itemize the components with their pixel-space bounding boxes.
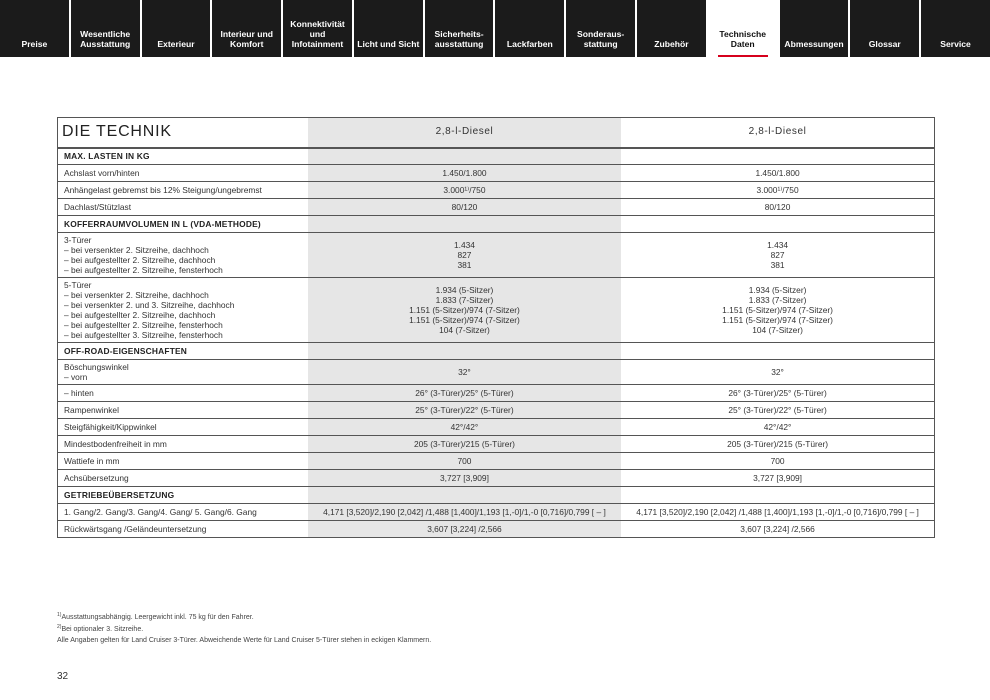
nav-tab-label: Wesentliche Ausstattung [80,29,131,49]
nav-tab-lackfarben[interactable] [495,0,564,57]
section-title: OFF-ROAD-EIGENSCHAFTEN [58,343,308,360]
nav-tab-label: Sonderaus- stattung [577,29,625,49]
table-row [58,233,935,278]
technical-data-table [57,117,935,538]
section-row [58,148,935,165]
nav-tab-label: Service [940,39,971,49]
empty-cell [621,216,934,233]
nav-tab-label: Zubehör [654,39,689,49]
section-row [58,343,935,360]
row-value-2: 42°/42° [621,419,934,436]
table-title: DIE TECHNIK [58,118,308,148]
column-header-1: 2,8-l-Diesel [308,118,621,148]
row-value-1: 205 (3-Türer)/215 (5-Türer) [308,436,621,453]
table-row [58,436,935,453]
table-row [58,360,935,385]
nav-tab-label: Exterieur [157,39,195,49]
nav-tab-wesentliche-ausstattung[interactable] [71,0,140,57]
table-row [58,504,935,521]
row-value-1: 3,727 [3,909] [308,470,621,487]
nav-tab-zubehör[interactable] [637,0,706,57]
table-row [58,521,935,538]
nav-tab-label: Konnektivität und Infotainment [290,19,345,49]
empty-cell [308,148,621,165]
table-row [58,470,935,487]
table-row [58,402,935,419]
row-value-2: 4,171 [3,520]/2,190 [2,042] /1,488 [1,400]/1,193 [1,-0]/1,-0 [0,716]/0,799 [ – ] [621,504,934,521]
nav-tab-label: Technische Daten [719,29,767,49]
empty-cell [621,343,934,360]
empty-cell [308,487,621,504]
row-label: Rückwärtsgang /Geländeuntersetzung [58,521,308,538]
nav-tab-exterieur[interactable] [142,0,211,57]
row-value-2: 1.434 827 381 [621,233,934,278]
row-value-1: 1.450/1.800 [308,165,621,182]
row-value-2: 3,607 [3,224] /2,566 [621,521,934,538]
row-value-1: 32° [308,360,621,385]
nav-tab-preise[interactable] [0,0,69,57]
nav-tab-service[interactable] [921,0,990,57]
column-header-2: 2,8-l-Diesel [621,118,934,148]
nav-tab-abmessungen[interactable] [780,0,849,57]
footnote-3: Alle Angaben gelten für Land Cruiser 3-Türer. Abweichende Werte für Land Cruiser 5-Türer stehen in eckigen Klammern. [57,637,432,644]
page-number: 32 [57,671,69,682]
row-label: Böschungswinkel – vorn [58,360,308,385]
table-row [58,278,935,343]
section-row [58,487,935,504]
section-row [58,216,935,233]
section-title: MAX. LASTEN IN KG [58,148,308,165]
row-label: Wattiefe in mm [58,453,308,470]
table-row [58,385,935,402]
row-label: Achslast vorn/hinten [58,165,308,182]
row-value-1: 4,171 [3,520]/2,190 [2,042] /1,488 [1,400]/1,193 [1,-0]/1,-0 [0,716]/0,799 [ – ] [308,504,621,521]
row-label: 5-Türer – bei versenkter 2. Sitzreihe, dachhoch – bei versenkter 2. und 3. Sitzreihe, dachhoch – bei aufgestellter 2. Sitzreihe, dachhoch – bei aufgestellter 2. Sitzreihe, fensterhoch – bei aufgestellter 3. Sitzreihe, fensterhoch [58,278,308,343]
empty-cell [308,216,621,233]
row-value-1: 3,607 [3,224] /2,566 [308,521,621,538]
nav-tab-interieur-und-komfort[interactable] [212,0,281,57]
table-row [58,199,935,216]
nav-tab-technische-daten[interactable] [708,0,778,57]
footnotes [57,612,431,647]
row-value-1: 3.000¹⁾/750 [308,182,621,199]
row-value-2: 80/120 [621,199,934,216]
nav-tab-sonderaus-stattung[interactable] [566,0,635,57]
row-label: 3-Türer – bei versenkter 2. Sitzreihe, dachhoch – bei aufgestellter 2. Sitzreihe, dachhoch – bei aufgestellter 2. Sitzreihe, fensterhoch [58,233,308,278]
table-row [58,453,935,470]
row-value-2: 1.450/1.800 [621,165,934,182]
nav-tab-label: Abmessungen [784,39,844,49]
row-label: – hinten [58,385,308,402]
row-value-1: 42°/42° [308,419,621,436]
row-label: Steigfähigkeit/Kippwinkel [58,419,308,436]
row-value-2: 32° [621,360,934,385]
empty-cell [621,148,934,165]
nav-tab-label: Licht und Sicht [357,39,420,49]
footnote-2: $^{2)}$Bei optionaler 3. Sitzreihe. [57,623,144,633]
row-value-1: 25° (3-Türer)/22° (5-Türer) [308,402,621,419]
nav-tab-label: Sicherheits- ausstattung [434,29,484,49]
empty-cell [621,487,934,504]
nav-tab-label: Interieur und Komfort [220,29,273,49]
nav-tab-label: Glossar [868,39,901,49]
row-value-1: 26° (3-Türer)/25° (5-Türer) [308,385,621,402]
section-title: GETRIEBEÜBERSETZUNG [58,487,308,504]
empty-cell [308,343,621,360]
table-row [58,165,935,182]
footnote-1: $^{1)}$Ausstattungsabhängig. Leergewicht inkl. 75 kg für den Fahrer. [57,612,254,621]
nav-tab-sicherheits-ausstattung[interactable] [425,0,494,57]
top-navigation [0,0,990,57]
row-value-2: 1.934 (5-Sitzer) 1.833 (7-Sitzer) 1.151 (5-Sitzer)/974 (7-Sitzer) 1.151 (5-Sitzer)/974 (7-Sitzer) 104 (7-Sitzer) [621,278,934,343]
section-title: KOFFERRAUMVOLUMEN IN L (VDA-METHODE) [58,216,308,233]
row-value-2: 25° (3-Türer)/22° (5-Türer) [621,402,934,419]
table-header-row [58,118,935,148]
nav-tab-label: Preise [21,39,48,49]
table-row [58,182,935,199]
row-value-2: 3,727 [3,909] [621,470,934,487]
nav-tab-konnektivität-und-infotainment[interactable] [283,0,352,57]
nav-tab-glossar[interactable] [850,0,919,57]
row-label: Mindestbodenfreiheit in mm [58,436,308,453]
row-value-1: 80/120 [308,199,621,216]
row-label: Achsübersetzung [58,470,308,487]
row-value-1: 1.934 (5-Sitzer) 1.833 (7-Sitzer) 1.151 (5-Sitzer)/974 (7-Sitzer) 1.151 (5-Sitzer)/974 (7-Sitzer) 104 (7-Sitzer) [308,278,621,343]
row-value-1: 700 [308,453,621,470]
row-value-2: 700 [621,453,934,470]
row-value-1: 1.434 827 381 [308,233,621,278]
row-label: Dachlast/Stützlast [58,199,308,216]
table-row [58,419,935,436]
row-label: Rampenwinkel [58,402,308,419]
row-value-2: 3.000¹⁾/750 [621,182,934,199]
nav-tab-label: Lackfarben [506,39,553,49]
row-value-2: 205 (3-Türer)/215 (5-Türer) [621,436,934,453]
row-label: Anhängelast gebremst bis 12% Steigung/ungebremst [58,182,308,199]
row-value-2: 26° (3-Türer)/25° (5-Türer) [621,385,934,402]
row-label: 1. Gang/2. Gang/3. Gang/4. Gang/ 5. Gang/6. Gang [58,504,308,521]
nav-tab-licht-und-sicht[interactable] [354,0,423,57]
